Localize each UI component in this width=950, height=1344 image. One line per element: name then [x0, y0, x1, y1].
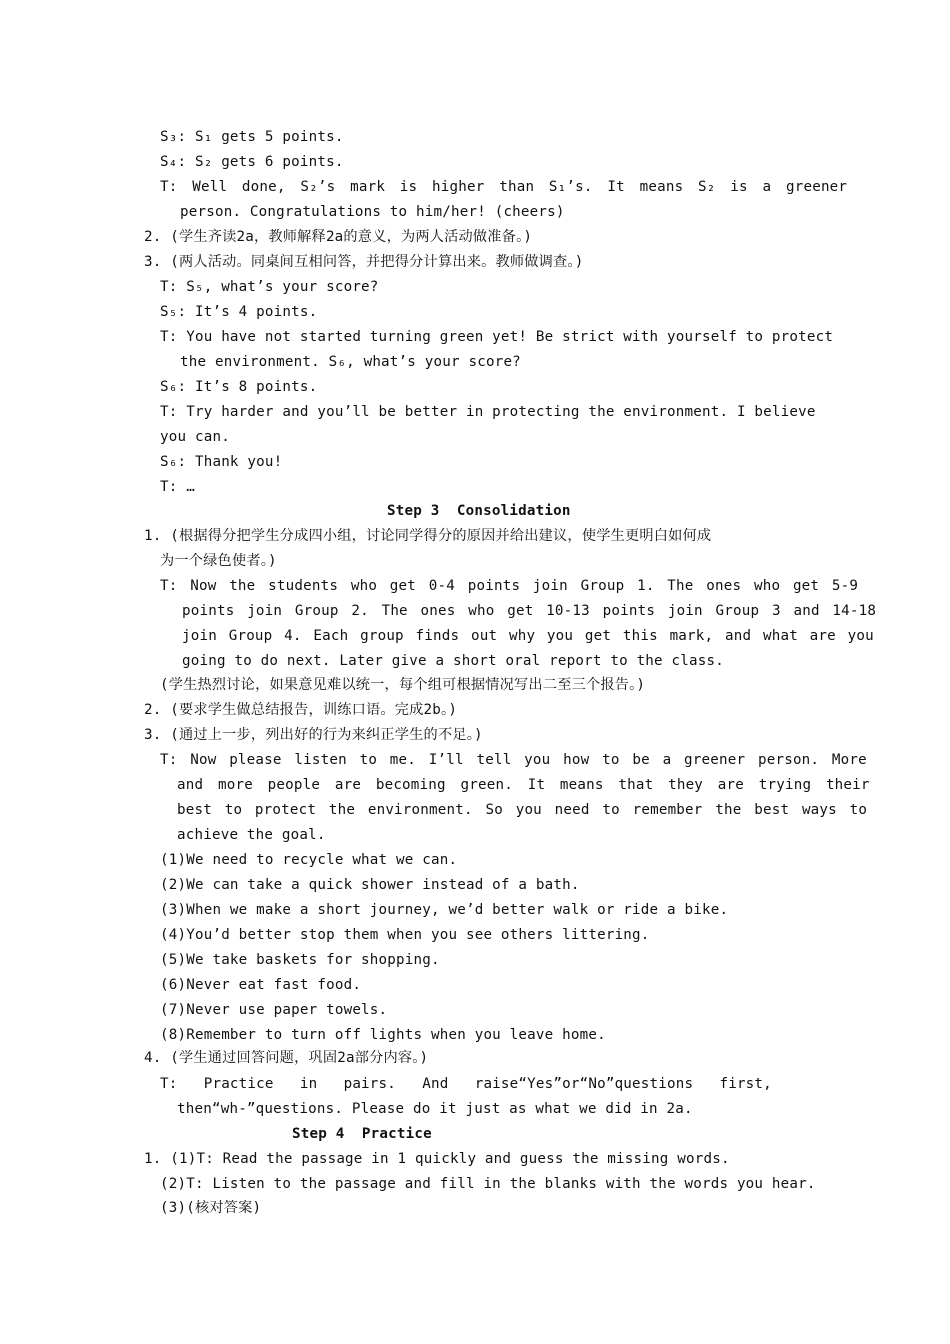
teacher-line: join Group 4. Each group finds out why you get this mark, and what are you: [182, 628, 874, 644]
dialogue-line: S₅: It’s 4 points.: [160, 304, 318, 320]
teacher-line: achieve the goal.: [177, 827, 326, 843]
step3-item-3: 3. (通过上一步，列出好的行为来纠正学生的不足。): [144, 727, 483, 743]
step3-item-1: 1. (根据得分把学生分成四小组，讨论同学得分的原因并给出建议，使学生更明白如何成: [144, 528, 712, 544]
teacher-line: T: Now the students who get 0-4 points join Group 1. The ones who get 5-9: [160, 578, 859, 594]
dialogue-line: T: Try harder and you’ll be better in protecting the environment. I believe: [160, 404, 816, 420]
list-item: (3)When we make a short journey, we’d better walk or ride a bike.: [160, 902, 729, 918]
list-item: (4)You’d better stop them when you see others littering.: [160, 927, 650, 943]
dialogue-line: S₃: S₁ gets 5 points.: [160, 129, 344, 145]
teacher-line: then“wh-”questions. Please do it just as what we did in 2a.: [177, 1101, 693, 1117]
dialogue-line: you can.: [160, 429, 230, 445]
step3-item-4: 4. (学生通过回答问题，巩固2a部分内容。): [144, 1050, 429, 1066]
teacher-line: and more people are becoming green. It means that they are trying their: [177, 777, 870, 793]
dialogue-line: S₆: Thank you!: [160, 454, 283, 470]
dialogue-line: the environment. S₆, what’s your score?: [180, 354, 521, 370]
dialogue-line: person. Congratulations to him/her! (cheers): [180, 204, 565, 220]
dialogue-line: T: Well done, S₂’s mark is higher than S₁’s. It means S₂ is a greener: [160, 179, 848, 195]
step2-item-2: 2. (学生齐读2a，教师解释2a的意义，为两人活动做准备。): [144, 229, 533, 245]
step3-item-2: 2. (要求学生做总结报告，训练口语。完成2b。): [144, 702, 458, 718]
list-item: (5)We take baskets for shopping.: [160, 952, 440, 968]
dialogue-line: T: …: [160, 479, 195, 495]
step4-item: (2)T: Listen to the passage and fill in the blanks with the words you hear.: [160, 1176, 816, 1192]
list-item: (6)Never eat fast food.: [160, 977, 362, 993]
step4-item: 1. (1)T: Read the passage in 1 quickly and guess the missing words.: [144, 1151, 730, 1167]
step3-heading: Step 3 Consolidation: [387, 503, 571, 519]
dialogue-line: T: S₅, what’s your score?: [160, 279, 379, 295]
dialogue-line: S₄: S₂ gets 6 points.: [160, 154, 344, 170]
list-item: (7)Never use paper towels.: [160, 1002, 388, 1018]
teacher-line: points join Group 2. The ones who get 10-13 points join Group 3 and 14-18: [182, 603, 877, 619]
dialogue-line: S₆: It’s 8 points.: [160, 379, 318, 395]
teacher-line: best to protect the environment. So you need to remember the best ways to: [177, 802, 868, 818]
dialogue-line: T: You have not started turning green yet! Be strict with yourself to protect: [160, 329, 834, 345]
step4-heading: Step 4 Practice: [292, 1126, 432, 1142]
list-item: (2)We can take a quick shower instead of a bath.: [160, 877, 580, 893]
list-item: (1)We need to recycle what we can.: [160, 852, 458, 868]
step4-item: (3)(核对答案): [160, 1200, 262, 1216]
teacher-line: going to do next. Later give a short oral report to the class.: [182, 653, 724, 669]
step3-item-1-cont: 为一个绿色使者。): [160, 553, 277, 569]
teacher-line: T: Now please listen to me. I’ll tell you how to be a greener person. More: [160, 752, 867, 768]
student-note: (学生热烈讨论，如果意见难以统一，每个组可根据情况写出二至三个报告。): [160, 677, 646, 693]
teacher-line: T: Practice in pairs. And raise“Yes”or“No”questions first,: [160, 1076, 772, 1092]
list-item: (8)Remember to turn off lights when you leave home.: [160, 1027, 606, 1043]
step2-item-3: 3. (两人活动。同桌间互相问答，并把得分计算出来。教师做调查。): [144, 254, 584, 270]
